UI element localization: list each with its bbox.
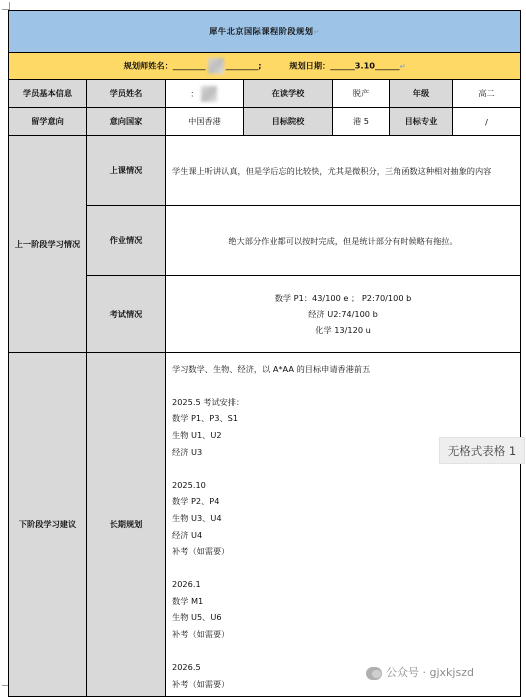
grade-value[interactable]: 高二 — [453, 80, 521, 108]
target-country-label[interactable]: 意向国家 — [87, 108, 166, 136]
target-major-label[interactable]: 目标专业 — [390, 108, 453, 136]
plan-line: 2026.5 — [172, 662, 201, 673]
exam-status-label[interactable]: 考试情况 — [87, 276, 166, 353]
exam-result-line: 经济 U2:74/100 b — [308, 309, 378, 319]
plan-date-line-end: ______ — [375, 60, 400, 71]
last-stage-section-label[interactable]: 上一阶段学习情况 — [9, 136, 87, 353]
document-title[interactable]: 犀牛北京国际课程阶段规划↵ — [9, 11, 521, 53]
plan-line: 补考（如需要） — [172, 546, 230, 557]
homework-status-content[interactable]: 绝大部分作业都可以按时完成，但是统计部分有时候略有拖拉。 — [166, 206, 521, 276]
wechat-icon — [366, 667, 382, 680]
redacted-name — [208, 58, 224, 74]
exam-result-line: 数学 P1：43/100 e ； P2:70/100 b — [274, 293, 412, 303]
study-intent-label[interactable]: 留学意向 — [9, 108, 87, 136]
plan-line: 2025.5 考试安排： — [172, 396, 245, 407]
next-stage-section-label[interactable]: 下阶段学习建议 — [9, 353, 87, 697]
plan-lines — [166, 357, 520, 693]
student-name-label[interactable]: 学员姓名 — [87, 80, 166, 108]
watermark-text: 公众号 · gjxkjszd — [386, 666, 474, 679]
title-text: 犀牛北京国际课程阶段规划 — [209, 26, 314, 36]
student-name-value[interactable]: ： — [166, 80, 244, 108]
plan-line: 生物 U5、U6 — [172, 612, 222, 623]
wechat-watermark — [366, 664, 474, 682]
class-status-label[interactable]: 上课情况 — [87, 136, 166, 206]
plan-line: 2026.1 — [172, 579, 201, 590]
current-school-value[interactable]: 脱产 — [333, 80, 390, 108]
plan-line: 学习数学、生物、经济，以 A*AA 的目标申请香港前五 — [172, 363, 371, 374]
plan-date-value: 3.10 — [354, 60, 375, 71]
plan-line-blank — [172, 643, 514, 660]
planning-table[interactable] — [8, 10, 521, 697]
long-term-plan-label[interactable]: 长期规划 — [87, 353, 166, 697]
basic-info-label[interactable]: 学员基本信息 — [9, 80, 87, 108]
plan-line: 经济 U4 — [172, 529, 203, 540]
plan-line: 数学 P2、P4 — [172, 496, 220, 507]
target-school-value[interactable]: 港 5 — [333, 108, 390, 136]
target-major-value[interactable]: / — [453, 108, 521, 136]
planner-name-label: 规划师姓名： — [123, 60, 173, 71]
exam-status-content[interactable] — [166, 276, 521, 353]
plan-line: 生物 U1、U2 — [172, 429, 222, 440]
plan-line-blank — [172, 560, 514, 577]
plan-line: 数学 M1 — [172, 595, 204, 606]
long-term-plan-content[interactable] — [166, 353, 521, 697]
redacted-student-name — [201, 86, 217, 102]
current-school-label[interactable]: 在读学校 — [244, 80, 333, 108]
plan-line: 生物 U3、U4 — [172, 512, 222, 523]
planning-table-container — [8, 10, 520, 697]
target-school-label[interactable]: 目标院校 — [244, 108, 333, 136]
grade-label[interactable]: 年级 — [390, 80, 453, 108]
table-style-tooltip: 无格式表格 1 — [439, 437, 525, 464]
plan-line: 数学 P1、P3、S1 — [172, 413, 239, 424]
plan-line: 补考（如需要） — [172, 629, 230, 640]
homework-status-label[interactable]: 作业情况 — [87, 206, 166, 276]
target-country-value[interactable]: 中国香港 — [166, 108, 244, 136]
page-corner-mark — [2, 2, 10, 10]
planner-name-line: ________ — [172, 60, 206, 71]
exam-result-line: 化学 13/120 u — [315, 325, 371, 335]
plan-date-line: ______ — [330, 60, 355, 71]
planner-info-cell[interactable]: 规划师姓名：________ ________; 规划日期：______3.10______↵ — [9, 53, 521, 80]
plan-date-label: 规划日期： — [289, 60, 331, 71]
class-status-content[interactable]: 学生课上听讲认真，但是学后忘的比较快，尤其是微积分，三角函数这种相对抽象的内容 — [166, 136, 521, 206]
planner-name-line-end: ________; — [225, 60, 262, 71]
plan-line: 经济 U3 — [172, 446, 203, 457]
plan-line: 补考（如需要） — [172, 678, 230, 689]
plan-line: 2025.10 — [172, 479, 206, 490]
plan-line-blank — [172, 377, 514, 394]
